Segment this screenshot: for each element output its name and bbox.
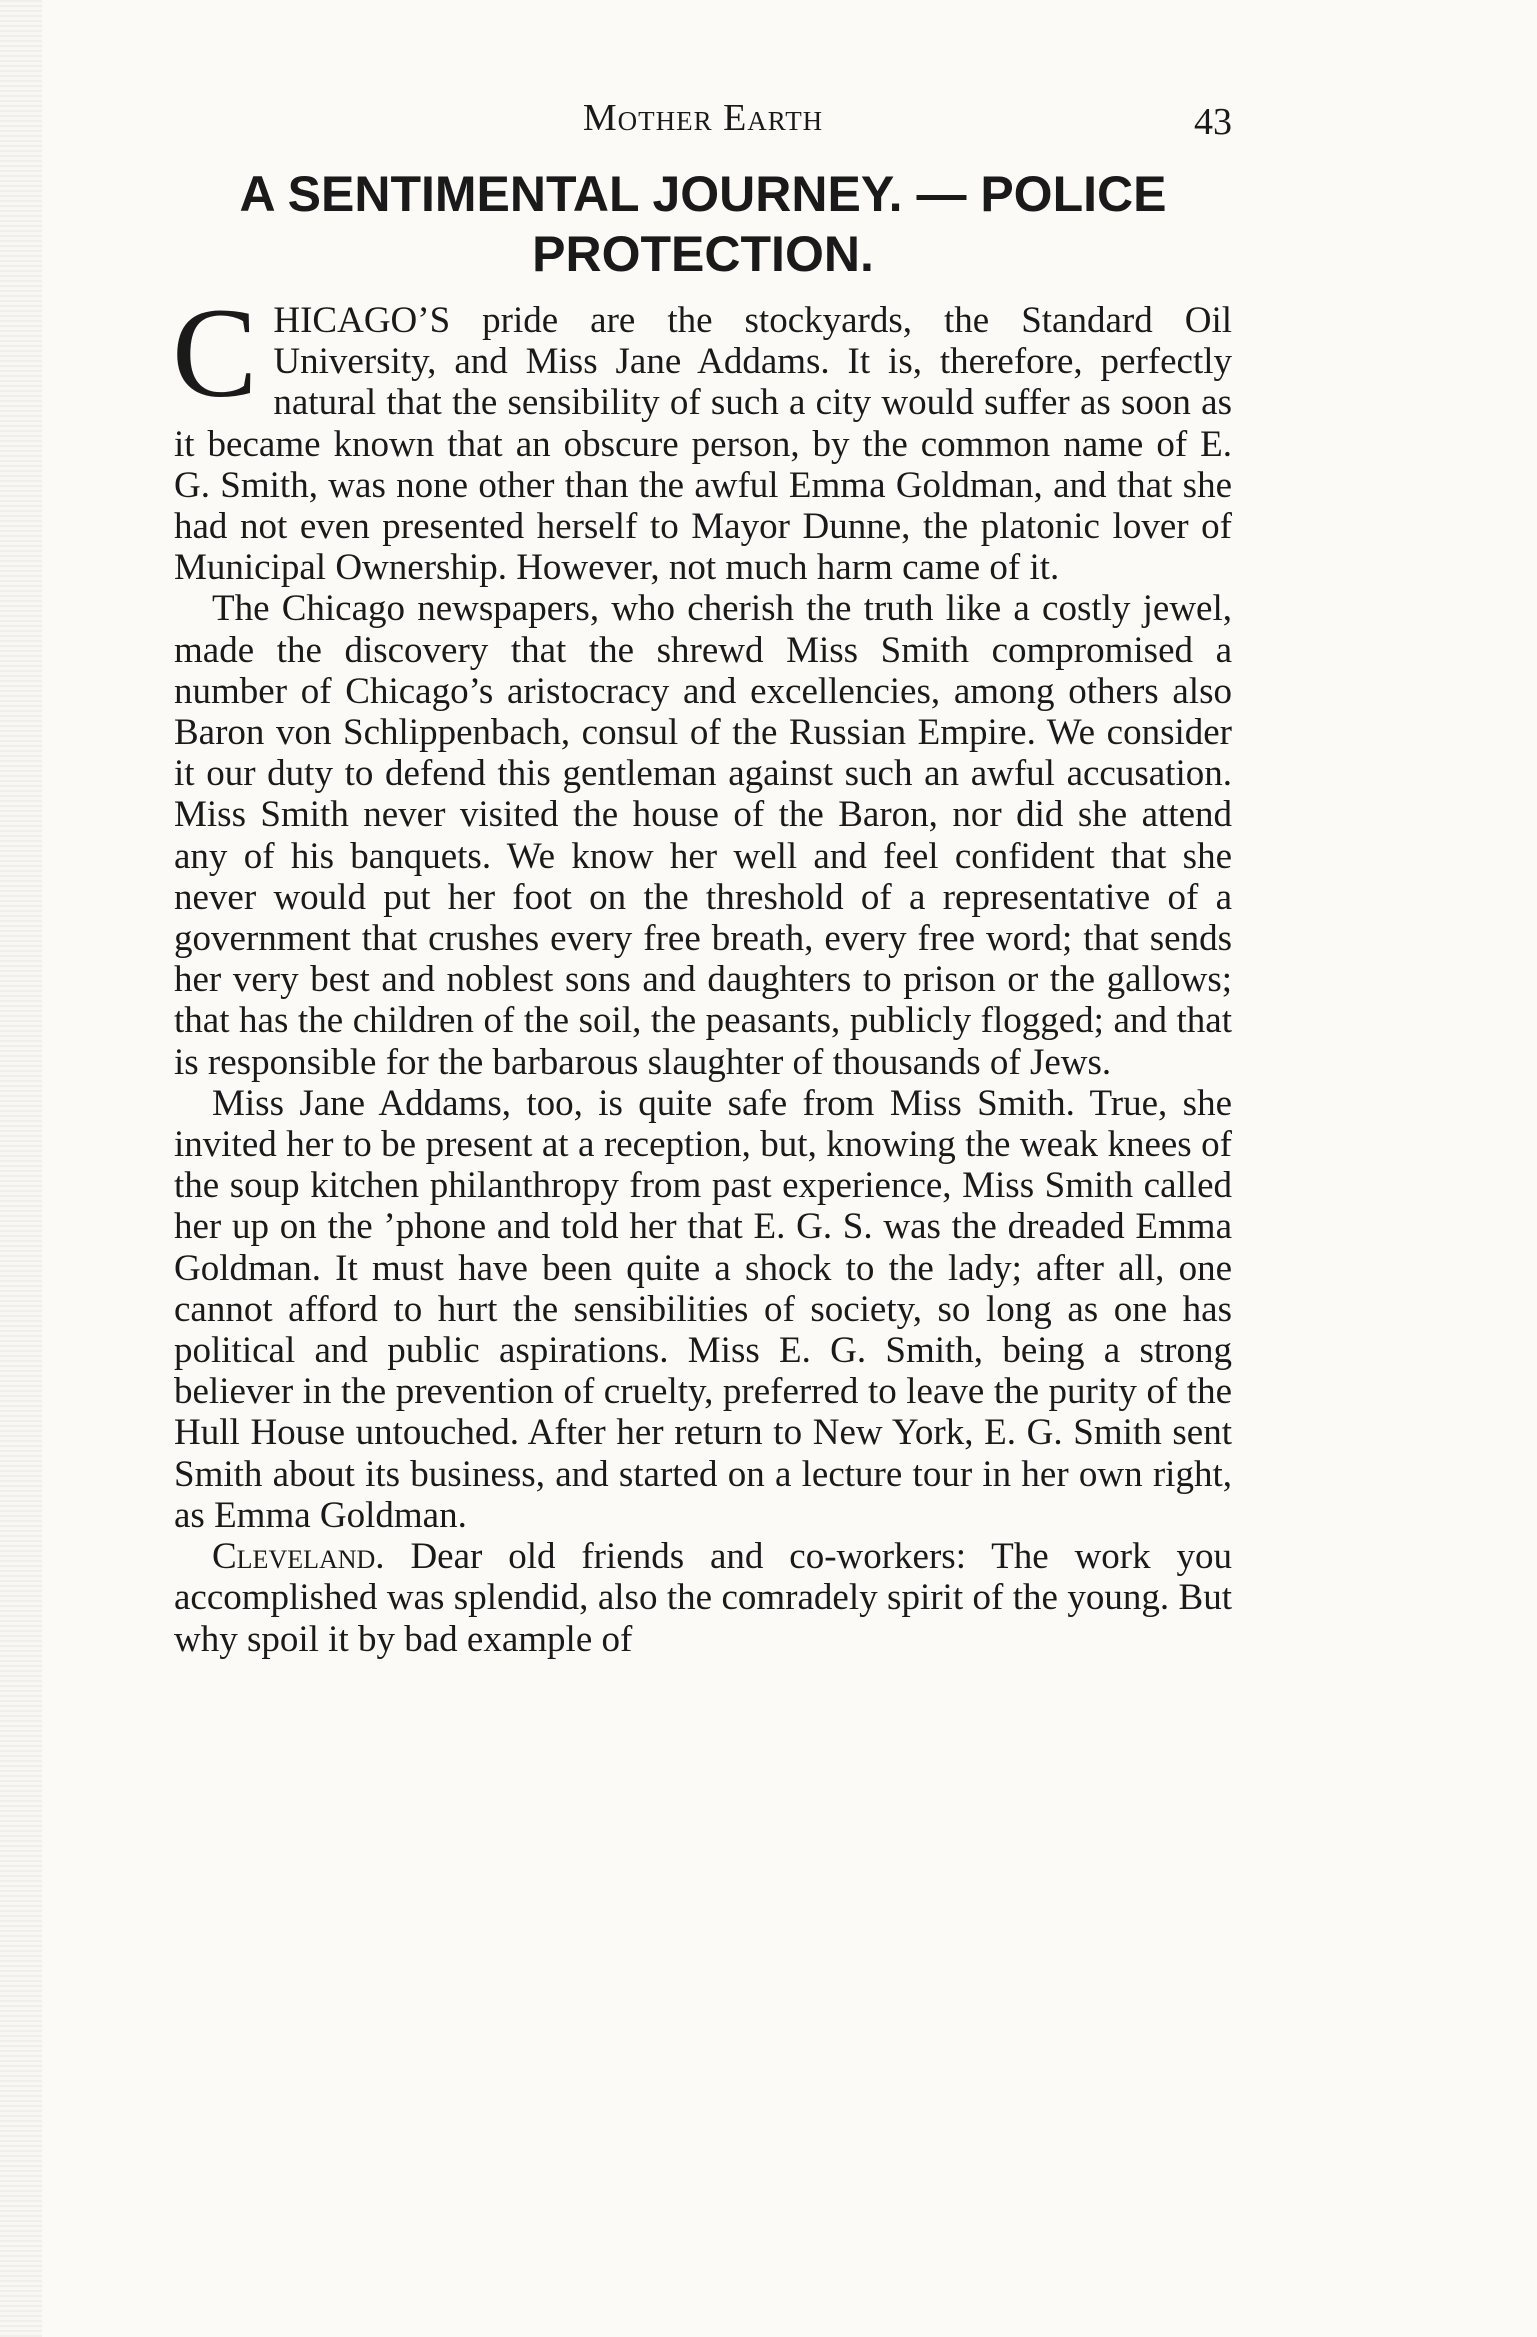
text-column [174, 96, 1232, 1660]
article-title: A SENTIMENTAL JOURNEY. — POLICE PROTECTION. [239, 166, 1167, 282]
article-body [172, 282, 1232, 1660]
journal-title: Mother Earth [582, 97, 824, 139]
paragraph-1 [172, 282, 1232, 589]
drop-cap: C [172, 282, 258, 424]
paragraph-1-text: HICAGO’S pride are the stockyards, the Standard Oil University, and Miss Jane Addams. It is, therefore, perfectly natural that the sensibility of such a city would suffer as soon as it became known that an obscure person, by the common name of E. G. Smith, was none other than the awful Emma Goldman, and that she had not even presented herself to Mayor Dunne, the platonic lover of Municipal Ownership. However, not much harm came of it. [174, 300, 1232, 589]
paragraph-2: The Chicago newspapers, who cherish the truth like a costly jewel, made the discovery that the shrewd Miss Smith compromised a number of Chicago’s aristocracy and excellencies, among others also Baron von Schlippenbach, consul of the Russian Empire. We consider it our duty to defend this gentleman against such an awful accusation. Miss Smith never visited the house of the Baron, nor did she attend any of his banquets. We know her well and feel confident that she never would put her foot on the threshold of a representative of a government that crushes every free breath, every free word; that sends her very best and noblest sons and daughters to prison or the gallows; that has the children of the soil, the peasants, publicly flogged; and that is responsible for the barbarous slaughter of thousands of Jews. [174, 588, 1232, 1083]
dateline: Cleveland. [212, 1536, 385, 1578]
scan-edge [0, 0, 42, 2337]
paragraph-4-text: Dear old friends and co-workers: The work you accomplished was splendid, also the comradely spirit of the young. But why spoil it by bad example of [174, 1536, 1232, 1660]
page-number: 43 [1194, 101, 1232, 143]
paragraph-4 [174, 1536, 1232, 1660]
paragraph-3: Miss Jane Addams, too, is quite safe from Miss Smith. True, she invited her to be present at a reception, but, knowing the weak knees of the soup kitchen philanthropy from past experience, Miss Smith called her up on the ’phone and told her that E. G. S. was the dreaded Emma Goldman. It must have been quite a shock to the lady; after all, one cannot afford to hurt the sensibilities of society, so long as one has political and public aspirations. Miss E. G. Smith, being a strong believer in the prevention of cruelty, preferred to leave the purity of the Hull House untouched. After her return to New York, E. G. Smith sent Smith about its business, and started on a lecture tour in her own right, as Emma Goldman. [174, 1082, 1232, 1536]
running-head [174, 96, 1232, 156]
